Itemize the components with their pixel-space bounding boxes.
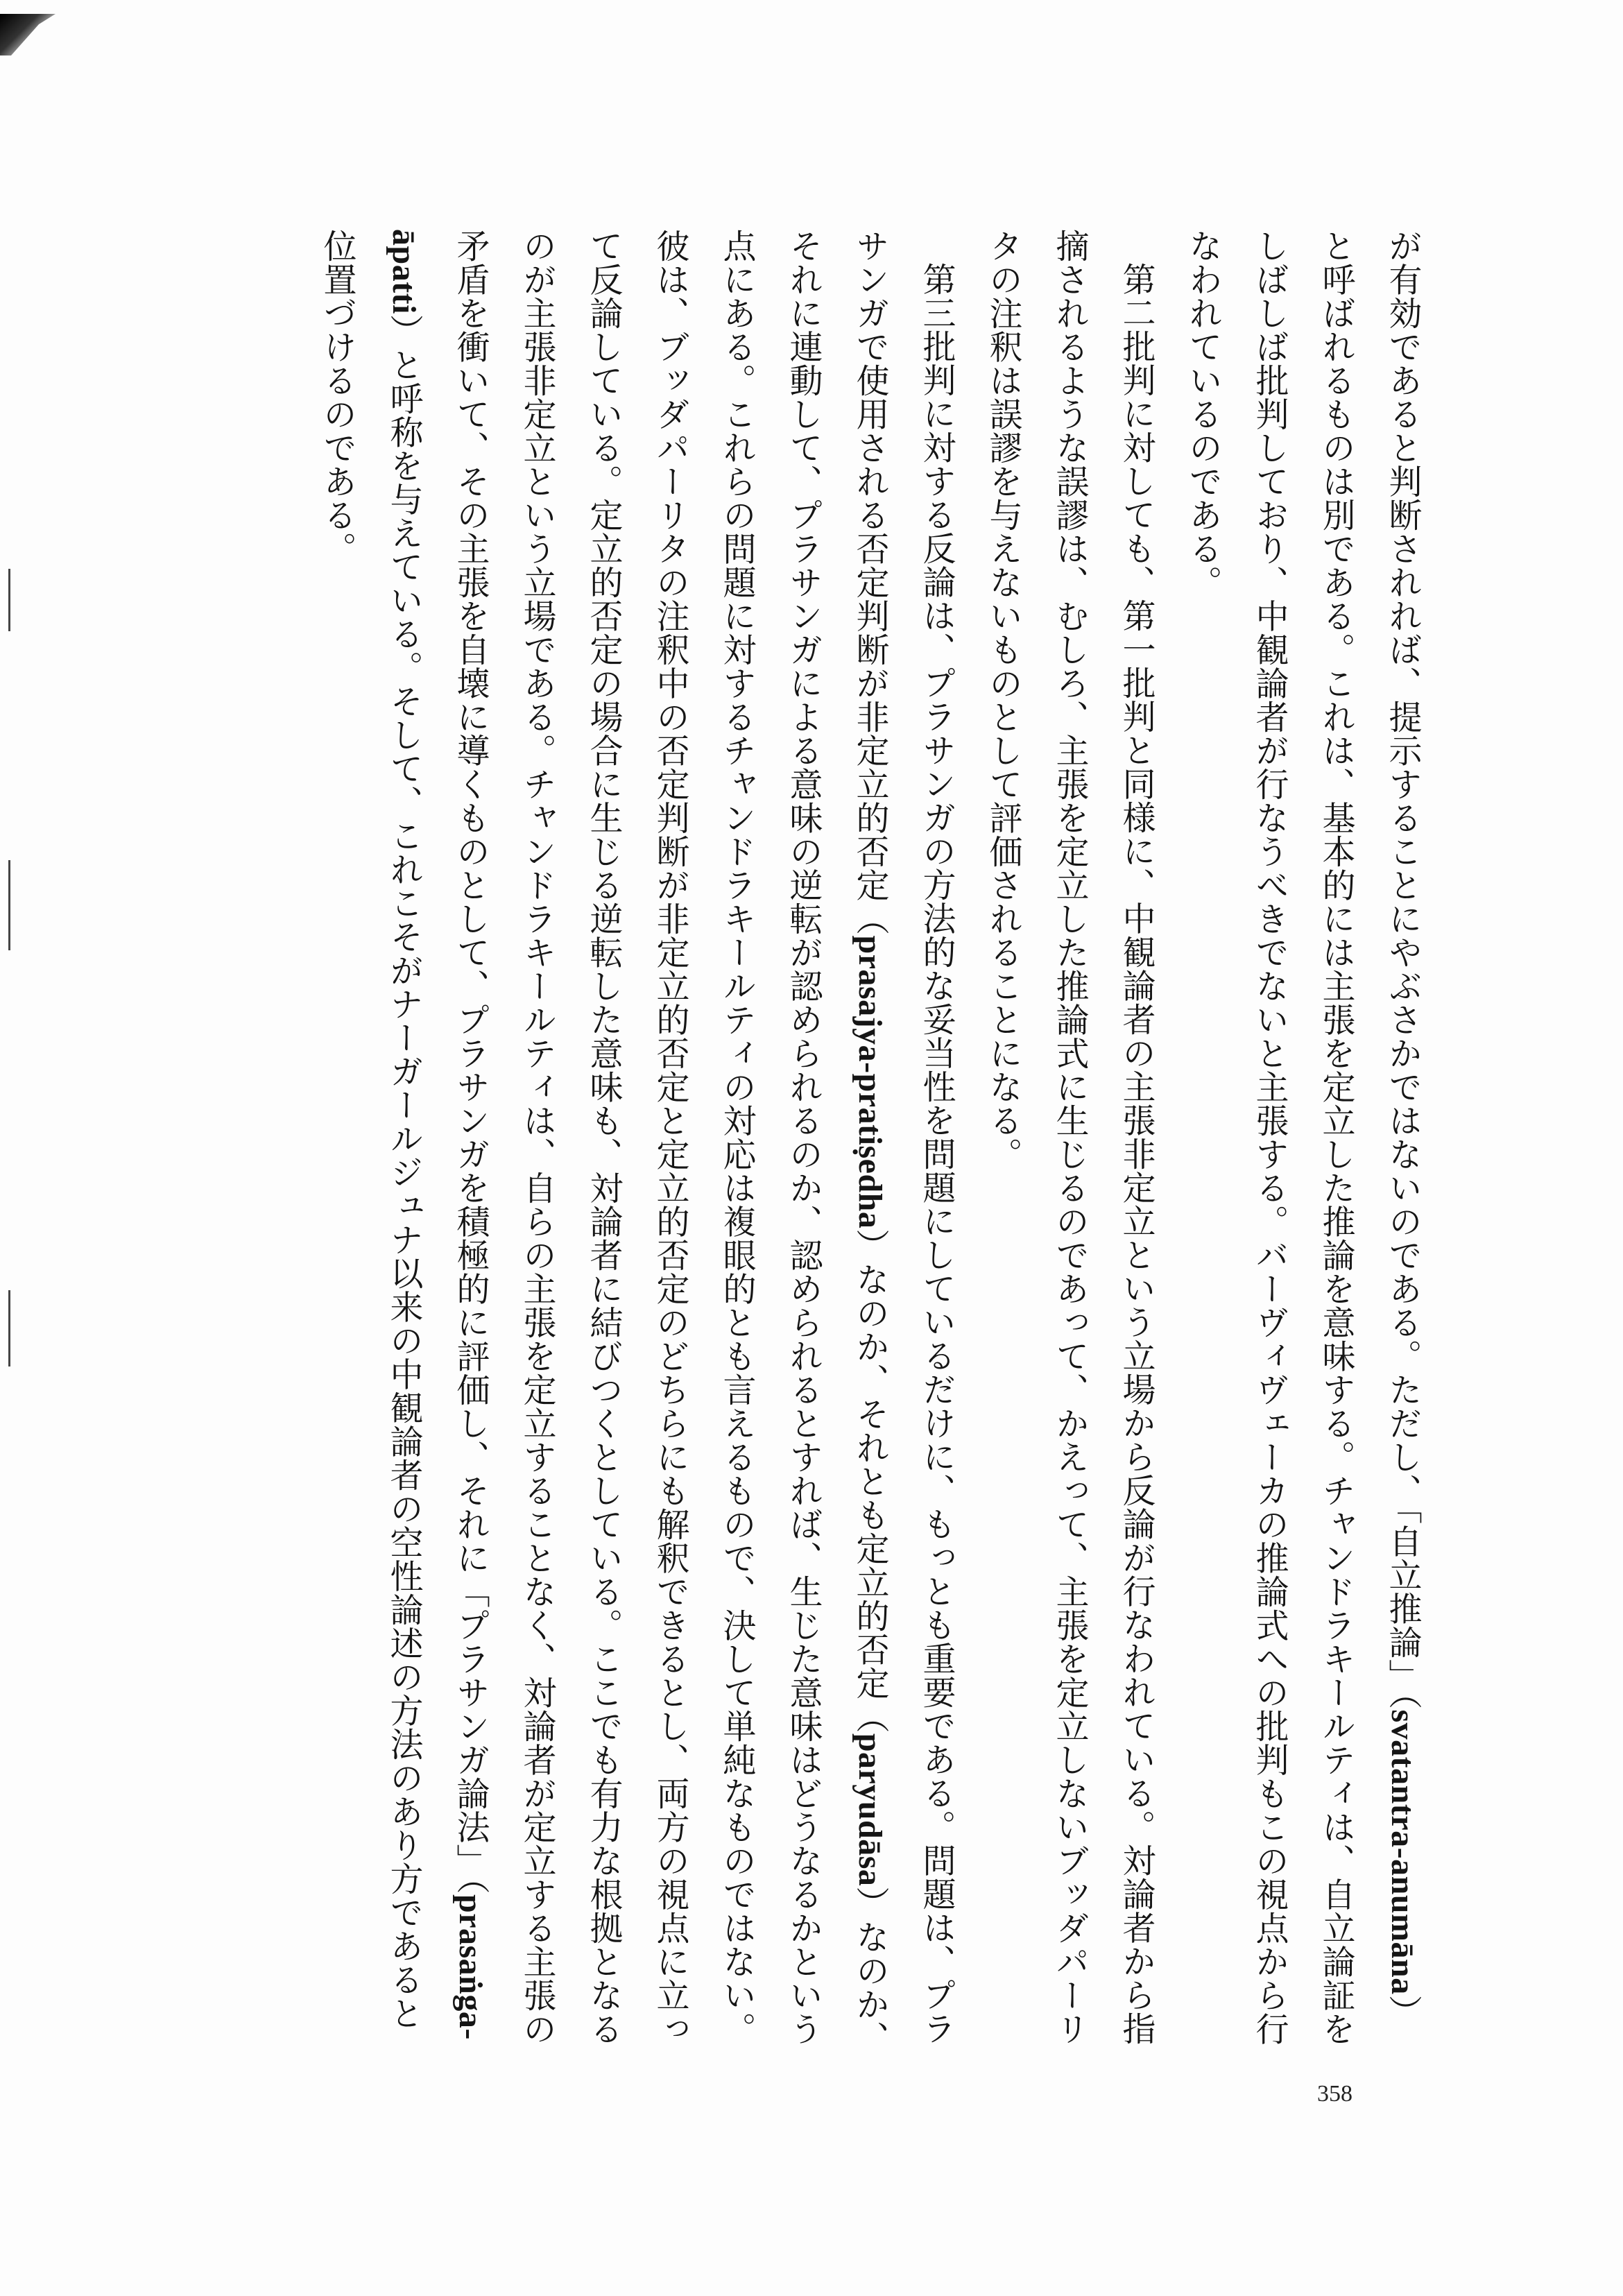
- text-run: ）なのか、それとも定立的否定（: [850, 1228, 889, 1733]
- paragraph: [304, 229, 970, 2060]
- sanskrit-term: prasajya-pratiṣedha: [852, 935, 888, 1229]
- scan-edge-line: [8, 569, 10, 631]
- text-run: が有効であると判断されれば、提示することにやぶさかではないのである。ただし、「自立推論」（: [1383, 229, 1422, 1710]
- scan-edge-line: [8, 1290, 10, 1367]
- text-run: ）と呼称を与えている。そして、これこそがナーガールジュナ以来の中観論者の空性論述の方法のあり方であると位置づけるのである。: [318, 229, 423, 2030]
- body-text: [304, 229, 1436, 2060]
- text-run: ）と呼ばれるものは別である。これは、基本的には主張を定立した推論を意味する。チャンドラキールティは、自立論証をしばしば批判しており、中観論者が行なうべきでないと主張する。バーヴィヴェーカの推論式への批判もこの視点から行なわれているのである。: [1183, 229, 1422, 2046]
- text-run: 第三批判に対する反論は、プラサンガの方法的な妥当性を問題にしているだけに、もっとも重要である。問題は、プラサンガで使用される否定判断が非定立的否定（: [850, 229, 956, 2046]
- sanskrit-term: svatantra-anumāna: [1384, 1709, 1421, 1995]
- paragraph: [1169, 229, 1436, 2060]
- sanskrit-term: paryudāsa: [852, 1733, 888, 1887]
- sanskrit-term: prasaṅga-āpatti: [386, 229, 489, 2040]
- scan-edge-line: [8, 860, 10, 950]
- paragraph: [970, 229, 1169, 2060]
- text-run: ）なのか、それに連動して、プラサンガによる意味の逆転が認められるのか、認められるとすれば、生じた意味はどうなるかという点にある。これらの問題に対するチャンドラキールティの対応は複眼的とも言えるもので、決して単純なものではない。彼は、ブッダパーリタの注釈中の否定判断が非定立的否定と定立的否定のどちらにも解釈できるとし、両方の視点に立って反論している。定立的否定の場合に生じる逆転した意味も、対論者に結びつくとしている。ここでも有力な根拠となるのが主張非定立という立場である。チャンドラキールティは、自らの主張を定立することなく、対論者が定立する主張の矛盾を衝いて、その主張を自壊に導くものとして、プラサンガを積極的に評価し、それに「プラサンガ論法」（: [451, 229, 889, 2055]
- scan-artifact: [0, 14, 55, 55]
- page-number: 358: [1317, 2081, 1352, 2107]
- text-run: 第二批判に対しても、第一批判と同様に、中観論者の主張非定立という立場から反論が行なわれている。対論者から指摘されるような誤謬は、むしろ、主張を定立した推論式に生じるのであって、かえって、主張を定立しないブッダパーリタの注釈は誤謬を与えないものとして評価されることになる。: [984, 229, 1156, 2046]
